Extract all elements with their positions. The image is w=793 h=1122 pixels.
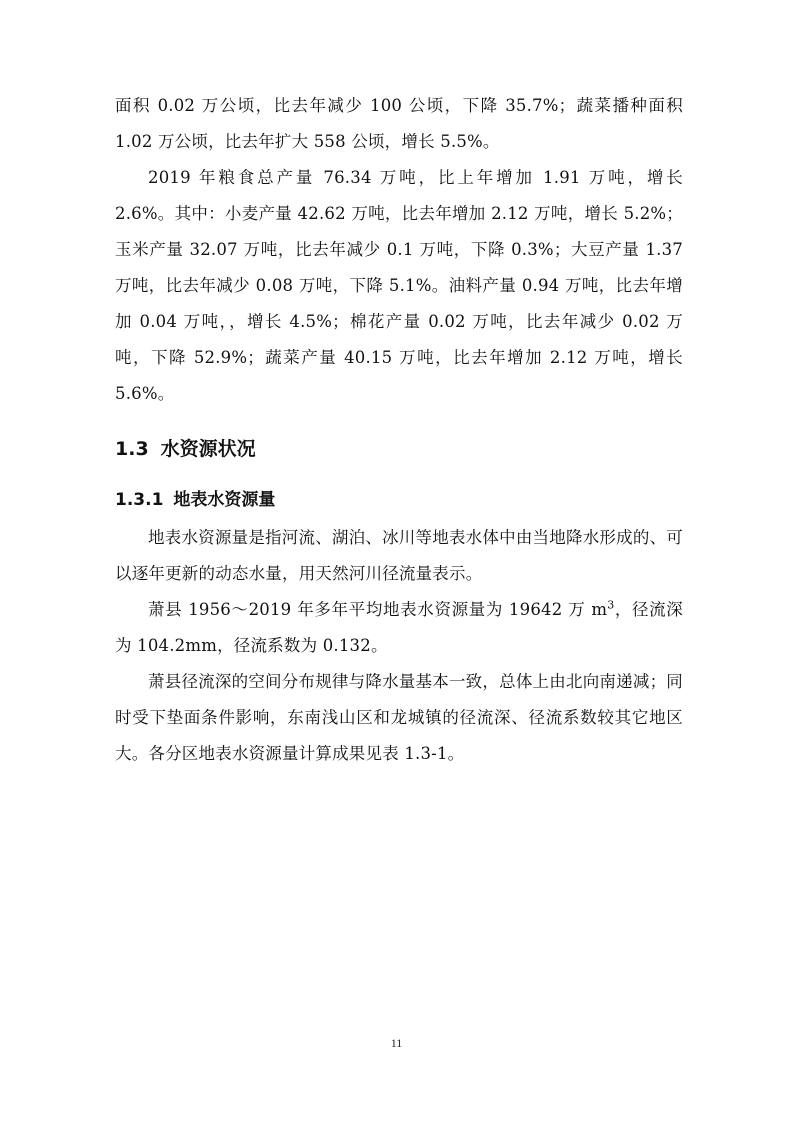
subsection-title: 地表水资源量 [173, 490, 276, 510]
runoff-text: ，径流深为 104.2mm，径流系数为 0.132。 [115, 600, 683, 655]
subsection-number: 1.3.1 [115, 490, 164, 510]
section-number: 1.3 [115, 438, 149, 460]
paragraph-spatial-distribution: 萧县径流深的空间分布规律与降水量基本一致，总体上由北向南递减；同时受下垫面条件影响，东南浅山区和龙城镇的径流深、径流系数较其它地区大。各分区地表水资源量计算成果见表 1.3-1。 [115, 672, 683, 763]
section-title: 水资源状况 [160, 438, 256, 460]
section-heading [115, 434, 683, 464]
subsection-heading [115, 486, 683, 514]
annual-average-text: 萧县 1956～2019 年多年平均地表水资源量为 19642 万 m [148, 600, 608, 619]
paragraph-planting-area: 面积 0.02 万公顷，比去年减少 100 公顷，下降 35.7%；蔬菜播种面积 1.02 万公顷，比去年扩大 558 公顷，增长 5.5%。 [115, 96, 683, 151]
paragraph-grain-output: 2019 年粮食总产量 76.34 万吨，比上年增加 1.91 万吨，增长 2.6%。其中：小麦产量 42.62 万吨，比去年增加 2.12 万吨，增长 5.2%；玉米产量 32.07 万吨，比去年减少 0.1 万吨，下降 0.3%；大豆产量 1.37 万吨，比去年减少 0.08 万吨，下降 5.1%。油料产量 0.94 万吨，比去年增加 0.04 万吨，，增长 4.5%；棉花产量 0.02 万吨，比去年减少 0.02 万吨，下降 52.9%；蔬菜产量 40.15 万吨，比去年增加 2.12 万吨，增长 5.6%。 [115, 168, 683, 403]
paragraph-definition: 地表水资源量是指河流、湖泊、冰川等地表水体中由当地降水形成的、可以逐年更新的动态水量，用天然河川径流量表示。 [115, 528, 683, 583]
paragraph-annual-average [115, 592, 683, 664]
page-content [115, 88, 683, 772]
unit-superscript: 3 [607, 598, 615, 612]
page-number: 11 [390, 1036, 403, 1050]
